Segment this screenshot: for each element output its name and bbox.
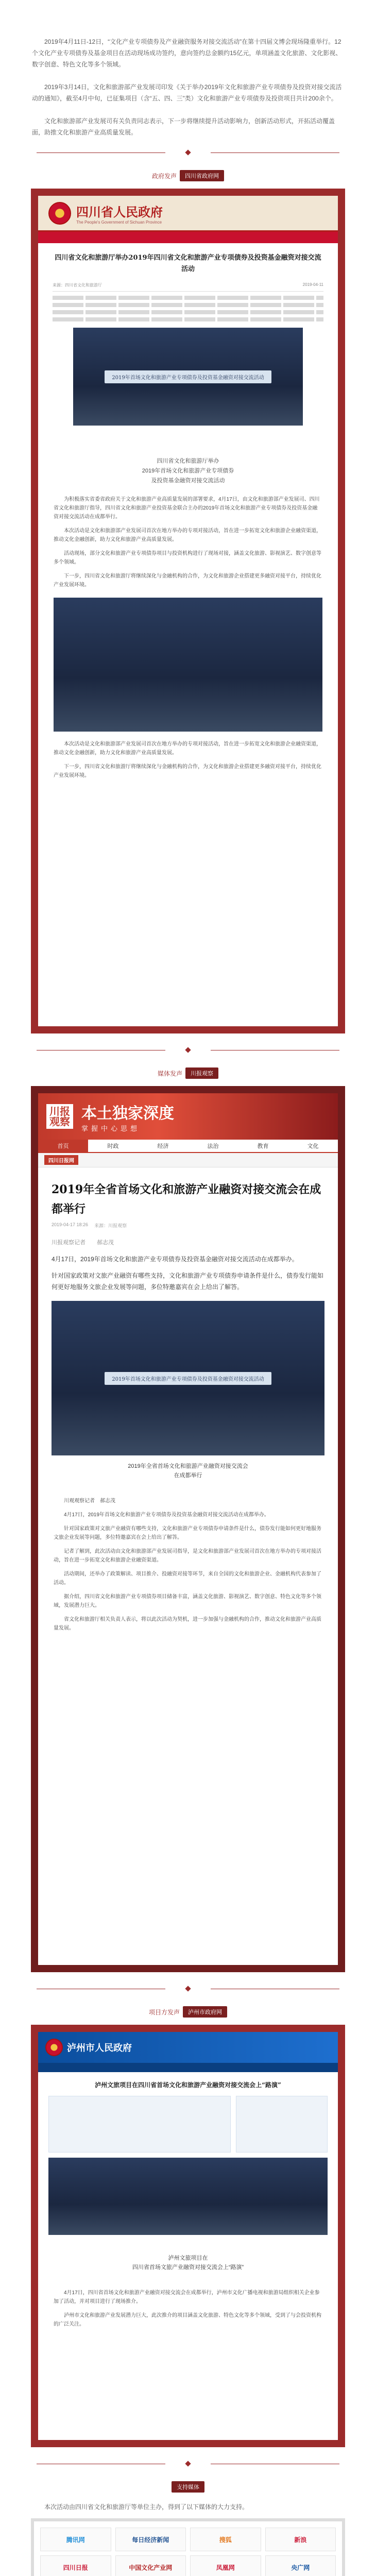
luzhou-headline: 泸州文旅项目在四川省首场文化和旅游产业融资对接交流会上“路演”: [95, 2081, 281, 2089]
section-tag-project: [0, 2006, 376, 2018]
tag-pill: 四川省政府网: [180, 170, 224, 181]
meta-date: 2019-04-17 18:26: [52, 1222, 89, 1227]
lead-paragraph: 4月17日，2019年首场文化和旅游产业专项债券及投资基金融资对接交流活动在成都举办。: [52, 1256, 298, 1263]
tag-label: 媒体发声: [157, 1070, 182, 1077]
gov-screenshot-frame: [31, 189, 345, 1033]
gov-meta-source: 来源：四川省文化和旅游厅: [53, 283, 102, 287]
chuanbao-lead: [38, 1229, 338, 1301]
gov-article: [38, 243, 338, 442]
intro-paragraph: 文化和旅游部产业发展司有关负责同志表示，下一步将继续提升活动影响力，创新活动形式，开拓活动覆盖面，助推文化和旅游产业高质量发展。: [32, 117, 335, 136]
photo-caption: [38, 1462, 338, 1480]
tag-label: 项目方发声: [148, 2008, 180, 2016]
diamond-icon: [185, 149, 191, 155]
city-emblem-icon: [45, 2039, 63, 2056]
partner-logo: 新浪: [265, 2528, 336, 2551]
masthead-label: 四川日报网: [44, 1155, 78, 1165]
section-divider: [0, 2462, 376, 2466]
gov-site-header: [38, 196, 338, 232]
luzhou-row: [48, 2096, 328, 2153]
gov-nav-bar[interactable]: [38, 232, 338, 243]
partners-frame: [31, 2518, 345, 2576]
article-author: 川观观察记者 郝志茂: [64, 1498, 115, 1504]
tag-pill: 川报观察: [185, 1067, 218, 1079]
gov-meta-date: 2019-04-11: [302, 282, 323, 287]
article-paragraph: 活动期间，还举办了政策解读、项目推介、投融资对接等环节，来自全国的文化和旅游企业、金融机构代表参加了活动。: [54, 1571, 321, 1586]
logo-text: 川报: [49, 1105, 70, 1117]
gov-article-text: [38, 442, 338, 795]
text-placeholder: [53, 317, 323, 321]
gov-paragraph: 下一步，四川省文化和旅游厅将继续深化与金融机构的合作，为文化和旅游企业搭建更多融资对接平台，持续优化产业发展环境。: [54, 764, 321, 778]
luzhou-nav[interactable]: [38, 2063, 338, 2072]
gov-paragraph: 本次活动是文化和旅游部产业发展司首次在地方举办的专项对接活动，旨在进一步拓宽文化和旅游企业融资渠道，推动文化金融创新，助力文化和旅游产业高质量发展。: [54, 741, 321, 756]
article-paragraph: 省文化和旅游厅相关负责人表示，将以此次活动为契机，进一步加强与金融机构的合作，推动文化和旅游产业高质量发展。: [54, 1617, 321, 1631]
chuanbao-subtitle: 掌握中心思想: [81, 1124, 141, 1132]
conference-photo: [52, 1301, 324, 1455]
chuanbao-headline: 2019年全省首场文化和旅游产业融资对接交流会在成都举行: [52, 1183, 321, 1216]
partner-logo: 每日经济新闻: [115, 2528, 186, 2551]
tag-label: 政府发声: [151, 172, 177, 180]
chuanbao-title: 本土独家深度: [81, 1104, 174, 1123]
text-placeholder: [53, 303, 323, 307]
section-tag-media: [0, 1067, 376, 1079]
luzhou-photo: [48, 2158, 328, 2235]
gov-site-name: 四川省人民政府: [76, 204, 163, 219]
gov-paragraph: 活动现场，部分文化和旅游产业专项债券项目与投资机构进行了现场对接，涵盖文化旅游、影视演艺、数字创意等多个领域。: [54, 551, 321, 565]
luzhou-site-header: [38, 2032, 338, 2063]
intro-section: [0, 0, 376, 138]
section-divider: [0, 150, 376, 155]
chuanbao-logo: [46, 1104, 73, 1129]
partner-logo: 四川日报: [40, 2555, 111, 2576]
partner-logo: 腾讯网: [40, 2528, 111, 2551]
article-paragraph: 据介绍，四川省文化和旅游产业专项债券项目储备丰富，涵盖文化旅游、影视演艺、数字创意、特色文化等多个领域，发展潜力巨大。: [54, 1594, 321, 1608]
nav-item-culture[interactable]: 文化: [307, 1143, 319, 1149]
luzhou-caption: [38, 2253, 338, 2272]
stage-banner: 2019年首场文化和旅游产业专项债券及投资基金融资对接交流活动: [105, 1372, 271, 1385]
chuanbao-meta: [38, 1222, 338, 1229]
article-paragraph: 4月17日，四川省首场文化和旅游产业融资对接交流会在成都举行，泸州市文化广播电视和旅游局组织相关企业参加了活动，并对项目进行了现场推介。: [54, 2290, 320, 2304]
stage-banner: 2019年首场文化和旅游产业专项债券及投资基金融资对接交流活动: [105, 370, 271, 383]
caption-line: 在成都举行: [174, 1472, 202, 1479]
luzhou-screenshot-frame: [31, 2025, 345, 2447]
intro-paragraph: 2019年4月11日-12日，“文化产业专项债券及产业融资服务对接交流活动”在第十四届文博会现场隆重举行。12个文化产业专项债券及基金项目在活动现场成功签约，意向签约总金额约15亿元，单项涵盖文化旅游、文化影视、数字创意、特色文化等多个领域。: [32, 38, 342, 68]
article-paragraph: 针对国家政策对文旅产业融资有哪些支持，文化和旅游产业专项债券申请条件是什么，债券发行能如何更好地服务文旅企业发展等问题，多位特邀嘉宾在会上给出了解答。: [54, 1526, 321, 1540]
org-line: 及投资基金融资对接交流活动: [151, 478, 225, 484]
gov-paragraph: 本次活动是文化和旅游部产业发展司首次在地方举办的专项对接活动，旨在进一步拓宽文化和旅游企业融资渠道，推动文化金融创新，助力文化和旅游产业高质量发展。: [54, 528, 321, 543]
divider-line: [37, 152, 165, 153]
gov-paragraph: 下一步，四川省文化和旅游厅将继续深化与金融机构的合作，为文化和旅游企业搭建更多融资对接平台，持续优化产业发展环境。: [54, 573, 321, 588]
caption-line: 2019年全省首场文化和旅游产业融资对接交流会: [128, 1463, 248, 1469]
content-block: [236, 2096, 328, 2153]
divider-line: [211, 152, 339, 153]
nav-item-home[interactable]: 首页: [38, 1140, 88, 1152]
diamond-icon: [185, 1047, 191, 1053]
partners-intro: 本次活动由四川省文化和旅游厅等单位主办，得到了以下媒体的大力支持。: [44, 2503, 249, 2511]
article-paragraph: 4月17日，2019年首场文化和旅游产业专项债券及投资基金融资对接交流活动在成都举办。: [64, 1512, 269, 1518]
caption-line: 四川省首场文旅产业融资对接交流会上“路演”: [132, 2264, 244, 2270]
content-block: [48, 2096, 231, 2153]
lead-paragraph: 针对国家政策对文旅产业融资有哪些支持，文化和旅游产业专项债券申请条件是什么，债券发行能如何更好地服务文旅企业发展等问题，多位特邀嘉宾在会上给出了解答。: [52, 1272, 324, 1291]
org-line: 四川省文化和旅游厅举办: [157, 458, 219, 464]
gov-paragraph: 为积极落实省委省政府关于文化和旅游产业高质量发展的部署要求，4月17日，由文化和旅游部产业发展司、四川省文化和旅游厅指导，四川省文化和旅游产业投资基金联合主办的2019年首场文化和旅游产业专项债券及投资基金融资对接交流活动在成都举行。: [54, 497, 320, 520]
article-paragraph: 泸州市文化和旅游产业发展潜力巨大，此次推介的项目涵盖文化旅游、特色文化等多个领域，受到了与会投资机构的广泛关注。: [54, 2313, 321, 2327]
nav-item-politics[interactable]: 时政: [107, 1143, 119, 1149]
partner-logo-grid: [34, 2521, 342, 2576]
national-emblem-icon: [48, 202, 71, 225]
nav-item-economy[interactable]: 经济: [157, 1143, 169, 1149]
section-divider: [0, 1048, 376, 1052]
luzhou-article: [38, 2278, 338, 2344]
chuanbao-article: [38, 1486, 338, 1648]
article-paragraph: 记者了解到，此次活动由文化和旅游部产业发展司指导，是文化和旅游部产业发展司首次在地方举办的专项对接活动，旨在进一步拓宽文化和旅游企业融资渠道。: [54, 1549, 321, 1563]
gov-photo-2: [54, 598, 322, 732]
nav-item-education[interactable]: 教育: [257, 1143, 269, 1149]
text-placeholder: [53, 310, 323, 314]
section-tag-gov: [0, 170, 376, 181]
luzhou-site-name: 泸州市人民政府: [67, 2043, 132, 2054]
section-divider: [0, 1987, 376, 1991]
diamond-icon: [185, 1986, 191, 1991]
gov-site-en: The People's Government of Sichuan Province: [76, 219, 162, 225]
nav-item-law[interactable]: 法治: [207, 1143, 219, 1149]
luzhou-body: [38, 2072, 338, 2247]
chuanbao-banner: [38, 1093, 338, 1140]
caption-line: 泸州文旅项目在: [168, 2255, 208, 2261]
logo-text: 观察: [49, 1115, 70, 1128]
partner-logo: 搜狐: [190, 2528, 261, 2551]
chuanbao-screenshot-frame: [31, 1086, 345, 1972]
chuanbao-masthead-bar: [38, 1153, 338, 1167]
meta-source: 来源：川报观察: [94, 1223, 127, 1228]
intro-paragraph: 2019年3月14日，文化和旅游部产业发展司印发《关于举办2019年文化和旅游产业专项债券及投资对接交流活动的通知》，截至4月中旬，已征集项目（含“五、四、三”类）文化和旅游产业专项债券及投资项目共计200余个。: [32, 83, 342, 102]
tag-pill: 支持媒体: [172, 2481, 204, 2493]
gov-org-title: [54, 456, 322, 486]
diamond-icon: [185, 2461, 191, 2466]
section-tag-partners: [0, 2481, 376, 2493]
org-line: 2019年首场文化和旅游产业专项债券: [142, 468, 234, 474]
partner-logo: 中国文化产业网: [115, 2555, 186, 2576]
gov-headline: 四川省文化和旅游厅举办2019年四川省文化和旅游产业专项债券及投资基金融资对接交流活动: [55, 254, 321, 273]
chuanbao-nav: [38, 1140, 338, 1153]
gov-photo: [73, 328, 303, 426]
lead-author: 川报观察记者 郝志茂: [52, 1240, 114, 1246]
text-placeholder: [53, 296, 323, 300]
partner-logo: 央广网: [265, 2555, 336, 2576]
gov-meta: [53, 279, 323, 292]
tag-pill: 泸州市政府网: [183, 2006, 227, 2018]
partner-logo: 凤凰网: [190, 2555, 261, 2576]
